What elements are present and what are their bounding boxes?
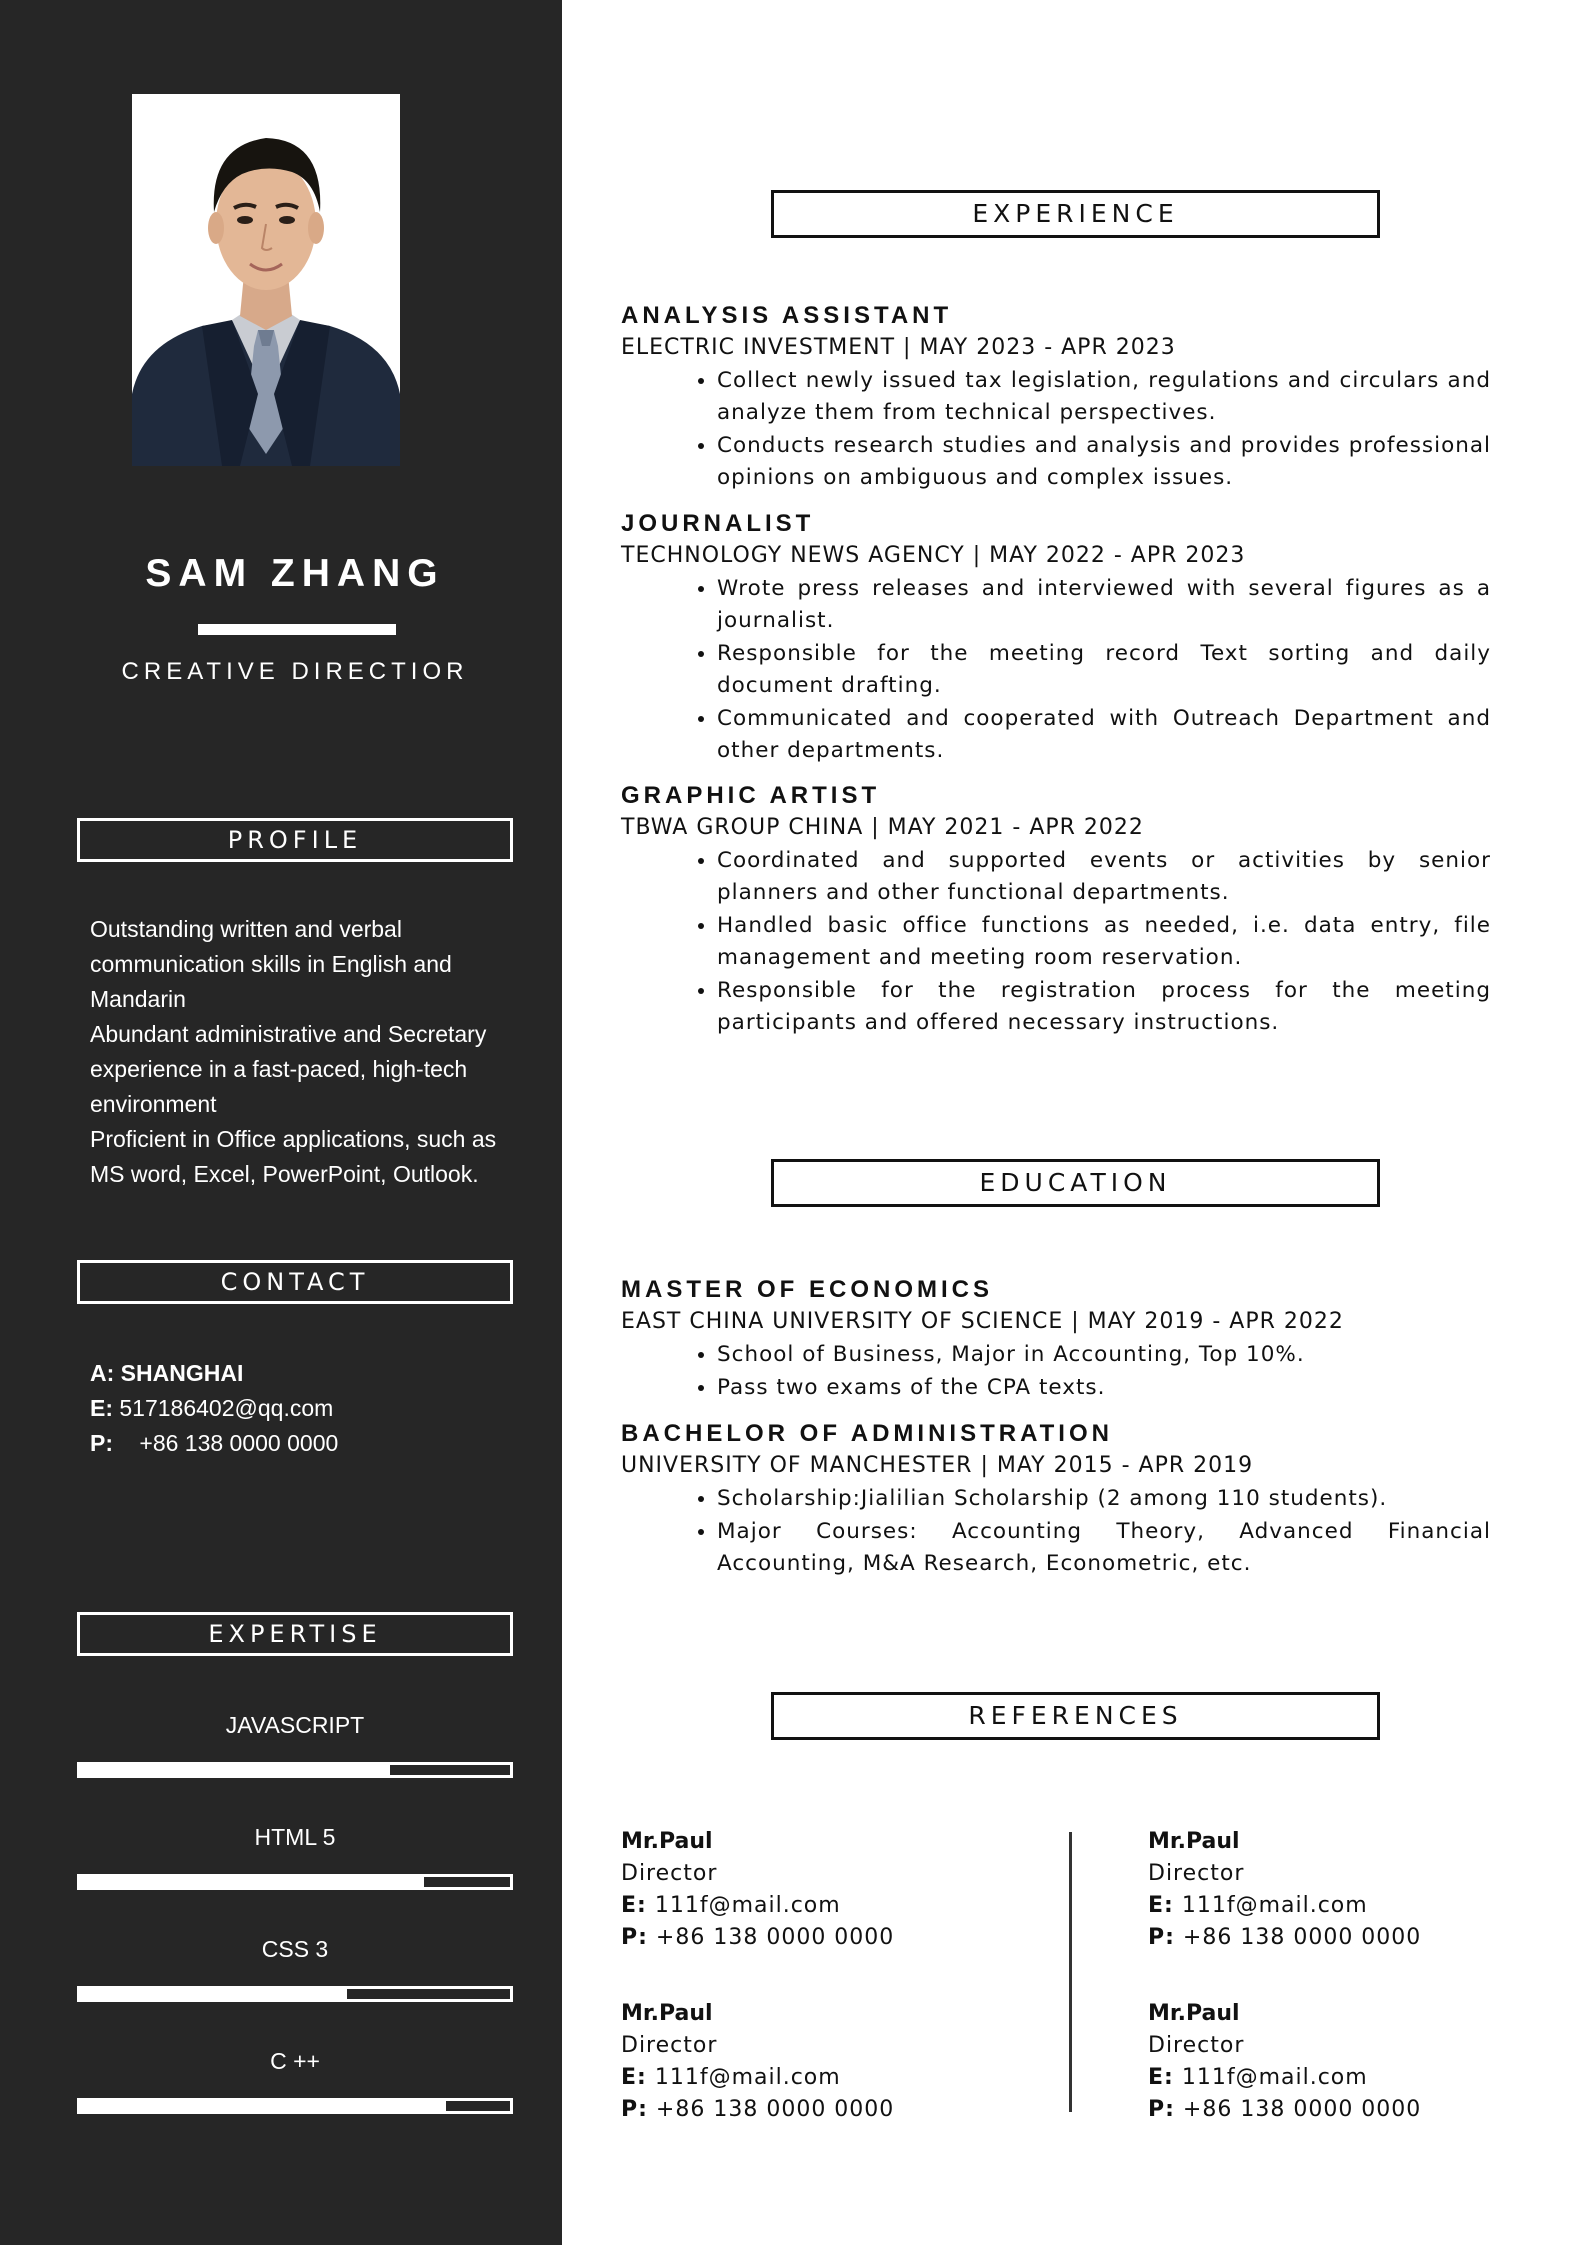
reference-name: Mr.Paul	[1148, 2001, 1240, 2026]
bullet-item: • Responsible for the registration process for the meeting participants and offered necessary instructions.	[717, 974, 1491, 1039]
entry-subtitle: TECHNOLOGY NEWS AGENCY | MAY 2022 - APR 2023	[621, 543, 1246, 568]
entry-title: ANALYSIS ASSISTANT	[621, 302, 953, 329]
bullet-item: • Major Courses: Accounting Theory, Advanced Financial Accounting, M&A Research, Econometric, etc.	[717, 1515, 1491, 1580]
bullet-item: • Scholarship:Jialilian Scholarship (2 among 110 students).	[717, 1482, 1491, 1515]
bullet-item: • Handled basic office functions as needed, i.e. data entry, file management and meeting room reservation.	[717, 909, 1491, 974]
entry-bullets	[621, 1482, 1491, 1580]
email-label: E:	[1148, 1893, 1174, 1918]
job-title: CREATIVE DIRECTIOR	[121, 658, 469, 685]
email-value: 111f@mail.com	[654, 1893, 841, 1918]
skill-bar-fill	[80, 1765, 390, 1775]
person-name: SAM ZHANG	[145, 552, 445, 595]
reference-role: Director	[621, 2033, 718, 2058]
phone-value: +86 138 0000 0000	[1182, 1925, 1422, 1950]
skill-label: JAVASCRIPT	[225, 1712, 365, 1738]
address-label: A:	[90, 1360, 115, 1386]
address-value: SHANGHAI	[120, 1360, 244, 1386]
bullet-item: • Wrote press releases and interviewed with several figures as a journalist.	[717, 572, 1491, 637]
profile-heading: PROFILE	[77, 818, 513, 862]
experience-entry	[621, 780, 1491, 1039]
email-label: E:	[1148, 2065, 1174, 2090]
phone-label: P:	[621, 2097, 648, 2122]
reference-name: Mr.Paul	[621, 2001, 713, 2026]
entry-bullets	[621, 1338, 1491, 1404]
entry-title: BACHELOR OF ADMINISTRATION	[621, 1420, 1113, 1447]
reference-phone	[621, 2094, 941, 2126]
reference-card	[621, 1998, 941, 2126]
expertise-heading: EXPERTISE	[77, 1612, 513, 1656]
experience-heading: EXPERIENCE	[771, 190, 1380, 238]
entry-subtitle: EAST CHINA UNIVERSITY OF SCIENCE | MAY 2019 - APR 2022	[621, 1309, 1344, 1334]
reference-phone	[1148, 1922, 1468, 1954]
bullet-item: • Responsible for the meeting record Text sorting and daily document drafting.	[717, 637, 1491, 702]
main-content	[562, 0, 1587, 2245]
experience-entry	[621, 508, 1491, 767]
entry-subtitle: TBWA GROUP CHINA | MAY 2021 - APR 2022	[621, 815, 1144, 840]
phone-label: P:	[1148, 1925, 1175, 1950]
skill-bar	[77, 1874, 513, 1890]
reference-role: Director	[621, 1861, 718, 1886]
entry-subtitle: ELECTRIC INVESTMENT | MAY 2023 - APR 2023	[621, 335, 1176, 360]
reference-card	[621, 1826, 941, 1954]
profile-paragraph: Proficient in Office applications, such as MS word, Excel, PowerPoint, Outlook.	[90, 1126, 497, 1187]
profile-photo	[132, 94, 400, 466]
reference-phone	[621, 1922, 941, 1954]
email-label: E:	[90, 1395, 113, 1421]
skill-bar	[77, 2098, 513, 2114]
email-value: 111f@mail.com	[1181, 1893, 1368, 1918]
entry-title: GRAPHIC ARTIST	[621, 782, 881, 809]
reference-phone	[1148, 2094, 1468, 2126]
entry-bullets	[621, 572, 1491, 767]
reference-name: Mr.Paul	[621, 1829, 713, 1854]
email-label: E:	[621, 2065, 647, 2090]
phone-value: +86 138 0000 0000	[655, 2097, 895, 2122]
bullet-item: • Collect newly issued tax legislation, regulations and circulars and analyze them from technical perspectives.	[717, 364, 1491, 429]
profile-text	[90, 912, 510, 1192]
contact-phone	[90, 1426, 510, 1461]
reference-divider	[1069, 1832, 1072, 2112]
portrait-illustration	[132, 94, 400, 466]
contact-email	[90, 1391, 510, 1426]
references-heading: REFERENCES	[771, 1692, 1380, 1740]
skill-label: C ++	[270, 2048, 320, 2074]
phone-value: +86 138 0000 0000	[139, 1430, 339, 1456]
education-heading: EDUCATION	[771, 1159, 1380, 1207]
skill-label: HTML 5	[254, 1824, 336, 1850]
email-label: E:	[621, 1893, 647, 1918]
reference-email	[621, 2062, 941, 2094]
bullet-item: • School of Business, Major in Accounting, Top 10%.	[717, 1338, 1491, 1371]
reference-email	[1148, 1890, 1468, 1922]
bullet-item: • Pass two exams of the CPA texts.	[717, 1371, 1491, 1404]
skill-bar	[77, 1986, 513, 2002]
education-entry	[621, 1274, 1491, 1404]
bullet-item: • Conducts research studies and analysis and provides professional opinions on ambiguous and complex issues.	[717, 429, 1491, 494]
entry-subtitle: UNIVERSITY OF MANCHESTER | MAY 2015 - APR 2019	[621, 1453, 1254, 1478]
email-value: 517186402@qq.com	[119, 1395, 334, 1421]
skill-bar-fill	[80, 1877, 424, 1887]
name-underline	[198, 624, 396, 635]
contact-heading: CONTACT	[77, 1260, 513, 1304]
reference-name: Mr.Paul	[1148, 1829, 1240, 1854]
education-entry	[621, 1418, 1491, 1580]
skill-bar	[77, 1762, 513, 1778]
bullet-item: • Communicated and cooperated with Outreach Department and other departments.	[717, 702, 1491, 767]
reference-card	[1148, 1998, 1468, 2126]
email-value: 111f@mail.com	[654, 2065, 841, 2090]
profile-paragraph: Abundant administrative and Secretary experience in a fast-paced, high-tech environment	[90, 1021, 487, 1117]
skill-bar-fill	[80, 2101, 446, 2111]
contact-block	[90, 1356, 510, 1461]
reference-role: Director	[1148, 2033, 1245, 2058]
entry-title: MASTER OF ECONOMICS	[621, 1276, 994, 1303]
skill-bar-fill	[80, 1989, 347, 1999]
phone-value: +86 138 0000 0000	[655, 1925, 895, 1950]
phone-label: P:	[621, 1925, 648, 1950]
phone-value: +86 138 0000 0000	[1182, 2097, 1422, 2122]
email-value: 111f@mail.com	[1181, 2065, 1368, 2090]
reference-card	[1148, 1826, 1468, 1954]
reference-email	[621, 1890, 941, 1922]
reference-role: Director	[1148, 1861, 1245, 1886]
contact-address	[90, 1356, 510, 1391]
phone-label: P:	[90, 1430, 113, 1456]
skill-label: CSS 3	[261, 1936, 329, 1962]
entry-title: JOURNALIST	[621, 510, 815, 537]
reference-email	[1148, 2062, 1468, 2094]
bullet-item: • Coordinated and supported events or activities by senior planners and other functional departments.	[717, 844, 1491, 909]
profile-paragraph: Outstanding written and verbal communication skills in English and Mandarin	[90, 916, 452, 1012]
entry-bullets	[621, 364, 1491, 494]
experience-entry	[621, 300, 1491, 494]
entry-bullets	[621, 844, 1491, 1039]
phone-label: P:	[1148, 2097, 1175, 2122]
sidebar	[0, 0, 562, 2245]
